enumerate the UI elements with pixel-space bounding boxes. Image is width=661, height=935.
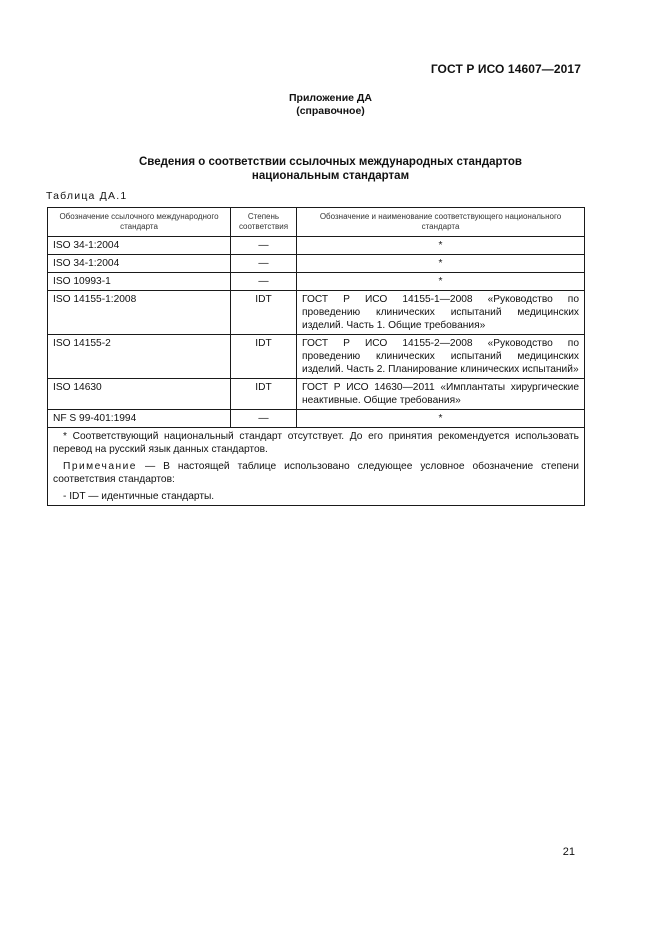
cell-reference: ISO 34-1:2004 [48,237,231,255]
cell-reference: ISO 34-1:2004 [48,255,231,273]
note-text: — В настоящей таблице использовано следующее условное обозначение степени соответствия стандартов: [53,461,579,485]
table-caption: Таблица ДА.1 [46,190,128,202]
cell-degree: — [231,237,297,255]
cell-reference: NF S 99-401:1994 [48,410,231,428]
table-row [48,410,585,428]
table-row [48,255,585,273]
cell-national: * [297,273,585,291]
section-title-line-2: национальным стандартам [251,170,410,182]
cell-degree: — [231,273,297,291]
document-code: ГОСТ Р ИСО 14607—2017 [430,62,581,76]
cell-degree: IDT [231,291,297,335]
cell-reference: ISO 10993-1 [48,273,231,291]
cell-degree: IDT [231,335,297,379]
appendix-title: Приложение ДА [289,92,372,104]
section-title-line-1: Сведения о соответствии ссылочных международных стандартов [138,156,522,168]
cell-national: * [297,410,585,428]
table-row [48,237,585,255]
standards-correspondence-table [47,207,585,506]
column-header-reference: Обозначение ссылочного международного стандарта [48,208,231,237]
cell-reference: ISO 14155-2 [48,335,231,379]
cell-national: ГОСТ Р ИСО 14155-1—2008 «Руководство по проведению клинических испытаний медицинских изделий. Часть 1. Общие требования» [297,291,585,335]
cell-national: * [297,237,585,255]
cell-reference: ISO 14630 [48,379,231,410]
cell-national: ГОСТ Р ИСО 14155-2—2008 «Руководство по проведению клинических испытаний медицинских изделий. Часть 2. Планирование клинических испытаний» [297,335,585,379]
column-header-degree: Степень соответствия [231,208,297,237]
cell-national: ГОСТ Р ИСО 14630—2011 «Имплантаты хирургические неактивные. Общие требования» [297,379,585,410]
note-paragraph [53,460,579,486]
footnote-text: * Соответствующий национальный стандарт отсутствует. До его принятия рекомендуется использовать перевод на русский язык данных стандартов. [53,431,579,455]
table-row [48,335,585,379]
table-row [48,379,585,410]
appendix-subtitle: (справочное) [296,105,365,117]
page-number: 21 [562,846,575,858]
cell-degree: IDT [231,379,297,410]
cell-reference: ISO 14155-1:2008 [48,291,231,335]
table-row [48,291,585,335]
table-footer-row [48,428,585,506]
section-title [0,155,661,183]
cell-degree: — [231,255,297,273]
note-label: Примечание [63,461,137,472]
table-footer-cell [48,428,585,506]
cell-national: * [297,255,585,273]
legend-text: - IDT — идентичные стандарты. [63,491,215,502]
column-header-national: Обозначение и наименование соответствующего национального стандарта [297,208,585,237]
table-header-row [48,208,585,237]
table-row [48,273,585,291]
appendix-heading [0,92,661,118]
cell-degree: — [231,410,297,428]
